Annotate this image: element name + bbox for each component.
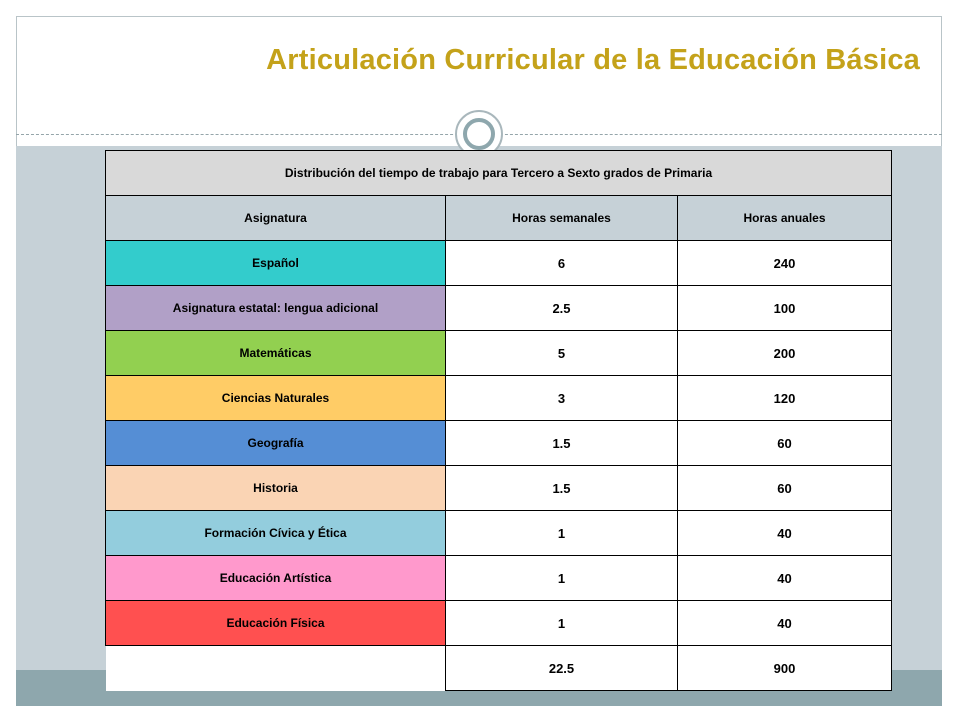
header-subject: Asignatura xyxy=(106,196,446,241)
table-row xyxy=(106,556,892,601)
table-row xyxy=(106,376,892,421)
subject-cell: Geografía xyxy=(106,421,446,466)
table-header-row xyxy=(106,196,892,241)
header-weekly-hours: Horas semanales xyxy=(446,196,678,241)
annual-hours-cell: 60 xyxy=(678,466,892,511)
table-row xyxy=(106,241,892,286)
table-caption-row xyxy=(106,151,892,196)
table-caption: Distribución del tiempo de trabajo para Tercero a Sexto grados de Primaria xyxy=(106,151,892,196)
subject-cell: Educación Física xyxy=(106,601,446,646)
total-blank-cell xyxy=(106,646,446,691)
table-row xyxy=(106,511,892,556)
annual-hours-cell: 100 xyxy=(678,286,892,331)
subject-cell: Español xyxy=(106,241,446,286)
subject-cell: Educación Artística xyxy=(106,556,446,601)
weekly-hours-cell: 2.5 xyxy=(446,286,678,331)
weekly-hours-cell: 1.5 xyxy=(446,421,678,466)
weekly-hours-cell: 3 xyxy=(446,376,678,421)
weekly-hours-cell: 1 xyxy=(446,511,678,556)
total-annual-cell: 900 xyxy=(678,646,892,691)
annual-hours-cell: 40 xyxy=(678,556,892,601)
weekly-hours-cell: 1.5 xyxy=(446,466,678,511)
total-row xyxy=(106,646,892,691)
annual-hours-cell: 40 xyxy=(678,511,892,556)
subject-cell: Matemáticas xyxy=(106,331,446,376)
annual-hours-cell: 60 xyxy=(678,421,892,466)
subject-cell: Asignatura estatal: lengua adicional xyxy=(106,286,446,331)
total-weekly-cell: 22.5 xyxy=(446,646,678,691)
annual-hours-cell: 240 xyxy=(678,241,892,286)
weekly-hours-cell: 6 xyxy=(446,241,678,286)
subject-cell: Historia xyxy=(106,466,446,511)
table-row xyxy=(106,466,892,511)
circle-ornament-inner xyxy=(463,118,495,150)
weekly-hours-cell: 1 xyxy=(446,556,678,601)
table-row xyxy=(106,421,892,466)
annual-hours-cell: 200 xyxy=(678,331,892,376)
subject-cell: Formación Cívica y Ética xyxy=(106,511,446,556)
subject-cell: Ciencias Naturales xyxy=(106,376,446,421)
header-annual-hours: Horas anuales xyxy=(678,196,892,241)
table-row xyxy=(106,331,892,376)
weekly-hours-cell: 5 xyxy=(446,331,678,376)
slide-title: Articulación Curricular de la Educación Básica xyxy=(266,44,920,76)
annual-hours-cell: 120 xyxy=(678,376,892,421)
table-row xyxy=(106,601,892,646)
weekly-hours-cell: 1 xyxy=(446,601,678,646)
annual-hours-cell: 40 xyxy=(678,601,892,646)
table-row xyxy=(106,286,892,331)
time-distribution-table xyxy=(105,150,892,691)
